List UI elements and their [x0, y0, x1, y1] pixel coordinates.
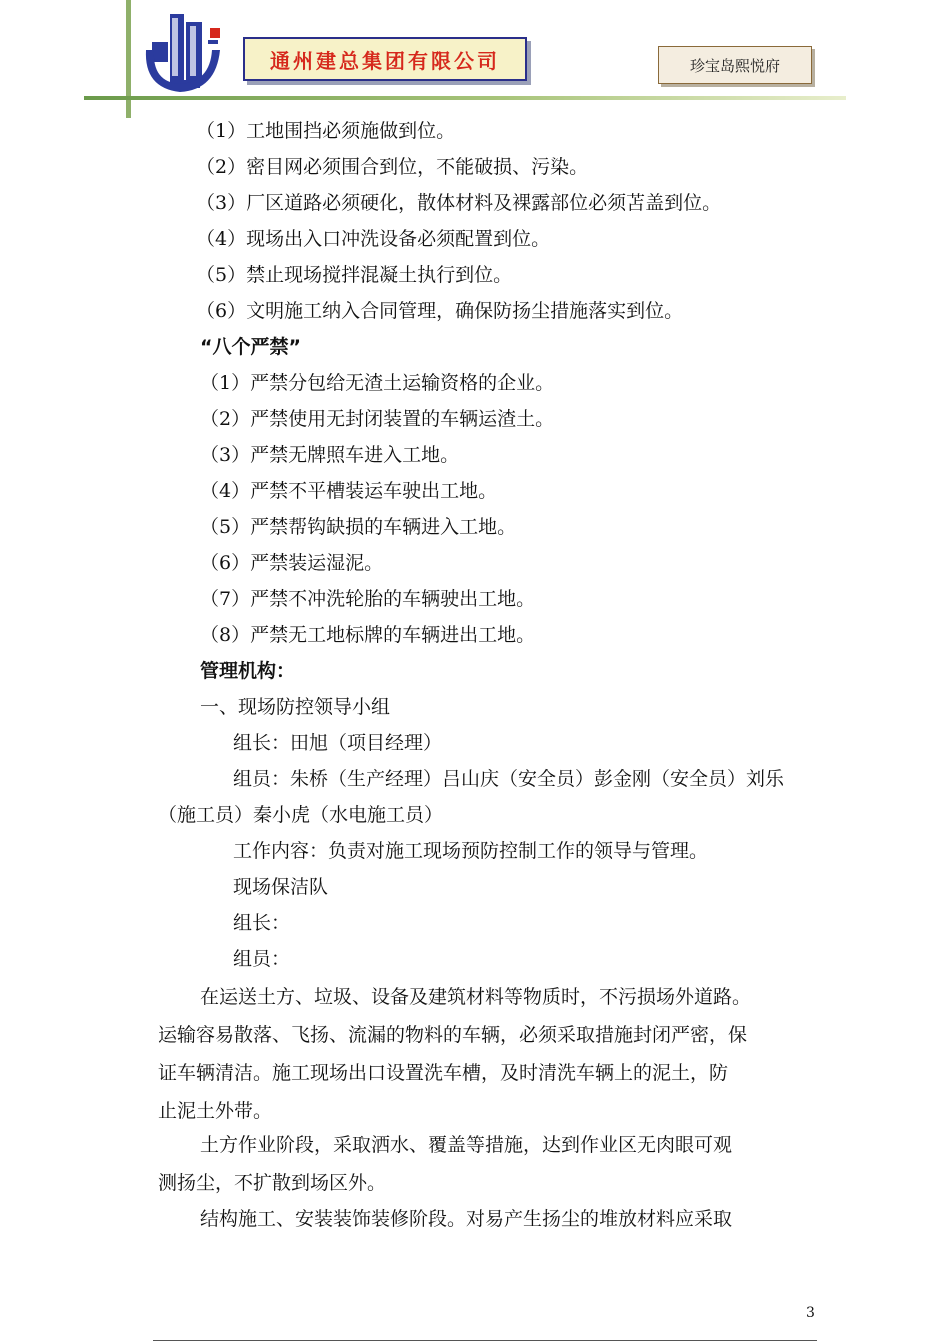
text-line: 测扬尘，不扩散到场区外。	[158, 1172, 387, 1194]
text-line: 工作内容：负责对施工现场预防控制工作的领导与管理。	[233, 840, 709, 862]
company-name: 通州建总集团有限公司	[270, 48, 500, 73]
text-line: “八个严禁”	[200, 336, 301, 358]
text-line: （2）密目网必须围合到位，不能破损、污染。	[196, 156, 589, 178]
text-line: 管理机构：	[200, 660, 296, 682]
text-line: （5）严禁帮钩缺损的车辆进入工地。	[200, 516, 517, 538]
text-line: 运输容易散落、飞扬、流漏的物料的车辆，必须采取措施封闭严密，保	[158, 1024, 748, 1046]
text-line: 结构施工、安装装饰装修阶段。对易产生扬尘的堆放材料应采取	[200, 1208, 733, 1230]
text-line: （3）严禁无牌照车进入工地。	[200, 444, 460, 466]
text-line: （4）严禁不平槽装运车驶出工地。	[200, 480, 498, 502]
text-line: 现场保洁队	[233, 876, 329, 898]
text-line: （2）严禁使用无封闭装置的车辆运渣土。	[200, 408, 555, 430]
text-line: 证车辆清洁。施工现场出口设置洗车槽，及时清洗车辆上的泥土，防	[158, 1062, 729, 1084]
text-line: （3）厂区道路必须硬化，散体材料及裸露部位必须苫盖到位。	[196, 192, 722, 214]
text-line: 土方作业阶段，采取洒水、覆盖等措施，达到作业区无肉眼可观	[200, 1134, 733, 1156]
text-line: 止泥土外带。	[158, 1100, 273, 1122]
text-line: 组员：朱桥（生产经理）吕山庆（安全员）彭金刚（安全员）刘乐	[233, 768, 785, 790]
company-logo-icon	[124, 0, 244, 118]
project-name: 珍宝岛熙悦府	[689, 56, 780, 75]
text-line: （1）严禁分包给无渣土运输资格的企业。	[200, 372, 555, 394]
text-line: （4）现场出入口冲洗设备必须配置到位。	[196, 228, 551, 250]
text-line: 在运送土方、垃圾、设备及建筑材料等物质时，不污损场外道路。	[200, 986, 752, 1008]
text-line: （1）工地围挡必须施做到位。	[196, 120, 456, 142]
text-line: 一、现场防控领导小组	[200, 696, 391, 718]
text-line: 组长：	[233, 912, 291, 934]
project-name-box	[658, 46, 812, 84]
text-line: 组员：	[233, 948, 291, 970]
text-line: （7）严禁不冲洗轮胎的车辆驶出工地。	[200, 588, 536, 610]
page-number: 3	[806, 1305, 815, 1321]
text-line: （5）禁止现场搅拌混凝土执行到位。	[196, 264, 513, 286]
footer-divider	[153, 1340, 817, 1341]
text-line: （8）严禁无工地标牌的车辆进出工地。	[200, 624, 536, 646]
text-line: （6）文明施工纳入合同管理，确保防扬尘措施落实到位。	[196, 300, 684, 322]
header-divider	[84, 96, 846, 100]
text-line: 组长：田旭（项目经理）	[233, 732, 443, 754]
text-line: （施工员）秦小虎（水电施工员）	[158, 804, 444, 826]
text-line: （6）严禁装运湿泥。	[200, 552, 384, 574]
company-name-banner	[243, 37, 527, 81]
